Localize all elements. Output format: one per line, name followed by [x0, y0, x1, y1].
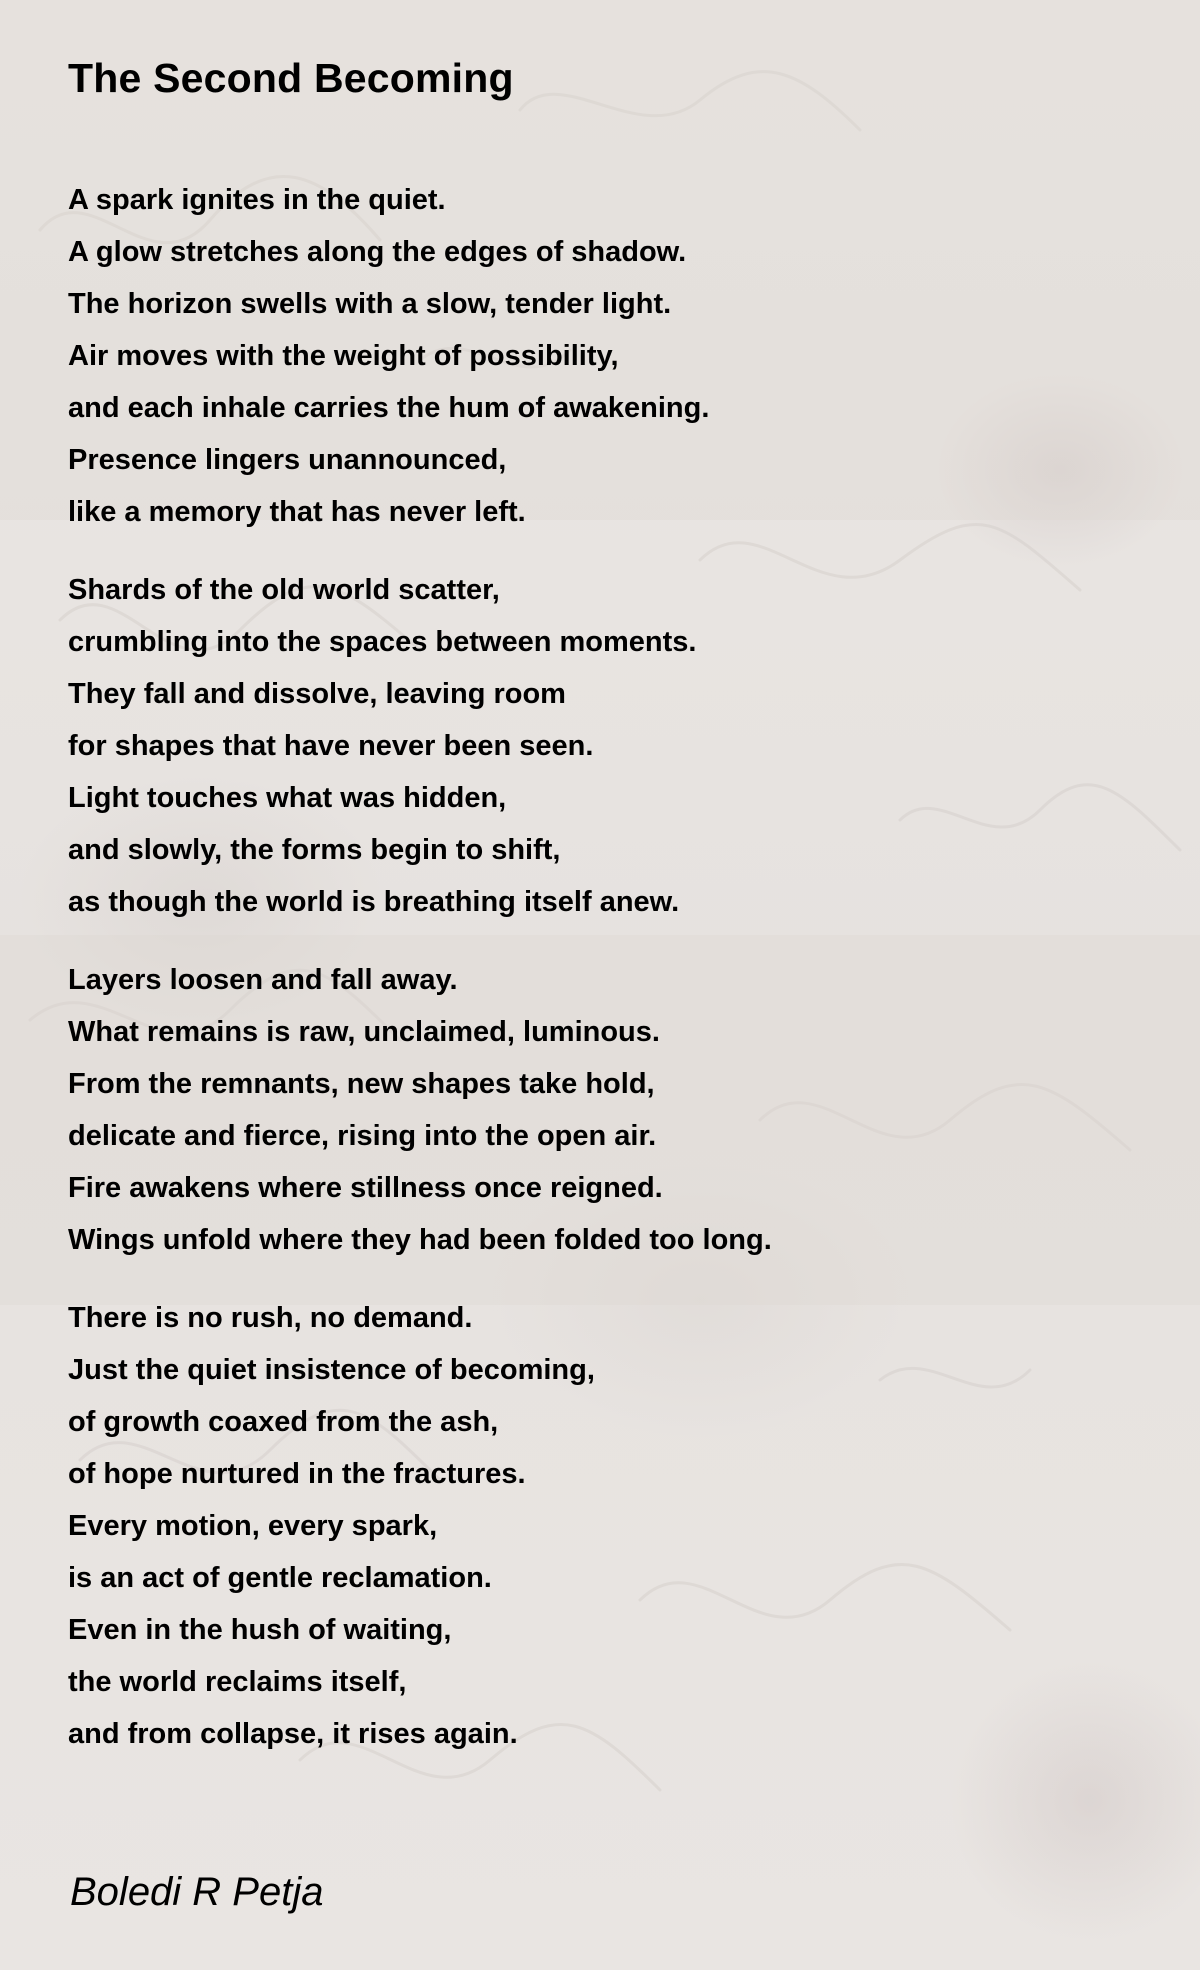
poem-line: and slowly, the forms begin to shift,	[68, 834, 561, 866]
poem-line: Wings unfold where they had been folded too long.	[68, 1224, 772, 1256]
poem-line: Presence lingers unannounced,	[68, 444, 507, 476]
poem-line: The horizon swells with a slow, tender light.	[68, 288, 672, 320]
stanza-1	[68, 174, 1128, 538]
poem-line: Layers loosen and fall away.	[68, 964, 458, 996]
poem-line: Light touches what was hidden,	[68, 782, 507, 814]
poem-line: From the remnants, new shapes take hold,	[68, 1068, 655, 1100]
poem-author: Boledi R Petja	[70, 1870, 324, 1914]
poem-line: There is no rush, no demand.	[68, 1302, 473, 1334]
stanza-2	[68, 564, 1128, 928]
poem-line: A spark ignites in the quiet.	[68, 184, 446, 216]
poem-line: They fall and dissolve, leaving room	[68, 678, 566, 710]
stanza-3	[68, 954, 1128, 1266]
poem-line: What remains is raw, unclaimed, luminous.	[68, 1016, 660, 1048]
poem-line: and from collapse, it rises again.	[68, 1718, 518, 1750]
poem-body	[68, 174, 1128, 1760]
poem-line: Air moves with the weight of possibility,	[68, 340, 619, 372]
poem-line: and each inhale carries the hum of awakening.	[68, 392, 710, 424]
poem-line: for shapes that have never been seen.	[68, 730, 594, 762]
poem-line: as though the world is breathing itself anew.	[68, 886, 680, 918]
poem-line: is an act of gentle reclamation.	[68, 1562, 492, 1594]
poem-line: Just the quiet insistence of becoming,	[68, 1354, 595, 1386]
poem-line: Even in the hush of waiting,	[68, 1614, 452, 1646]
poem-line: Fire awakens where stillness once reigned.	[68, 1172, 663, 1204]
poem-line: A glow stretches along the edges of shadow.	[68, 236, 687, 268]
poem-line: crumbling into the spaces between moments.	[68, 626, 697, 658]
poem-title: The Second Becoming	[68, 55, 514, 101]
stanza-4	[68, 1292, 1128, 1760]
poem-line: of growth coaxed from the ash,	[68, 1406, 499, 1438]
poem-line: Every motion, every spark,	[68, 1510, 438, 1542]
poem-line: like a memory that has never left.	[68, 496, 526, 528]
poem-line: delicate and fierce, rising into the open air.	[68, 1120, 657, 1152]
poem-container	[68, 50, 1128, 1812]
poem-line: of hope nurtured in the fractures.	[68, 1458, 526, 1490]
poem-line: Shards of the old world scatter,	[68, 574, 500, 606]
poem-line: the world reclaims itself,	[68, 1666, 407, 1698]
